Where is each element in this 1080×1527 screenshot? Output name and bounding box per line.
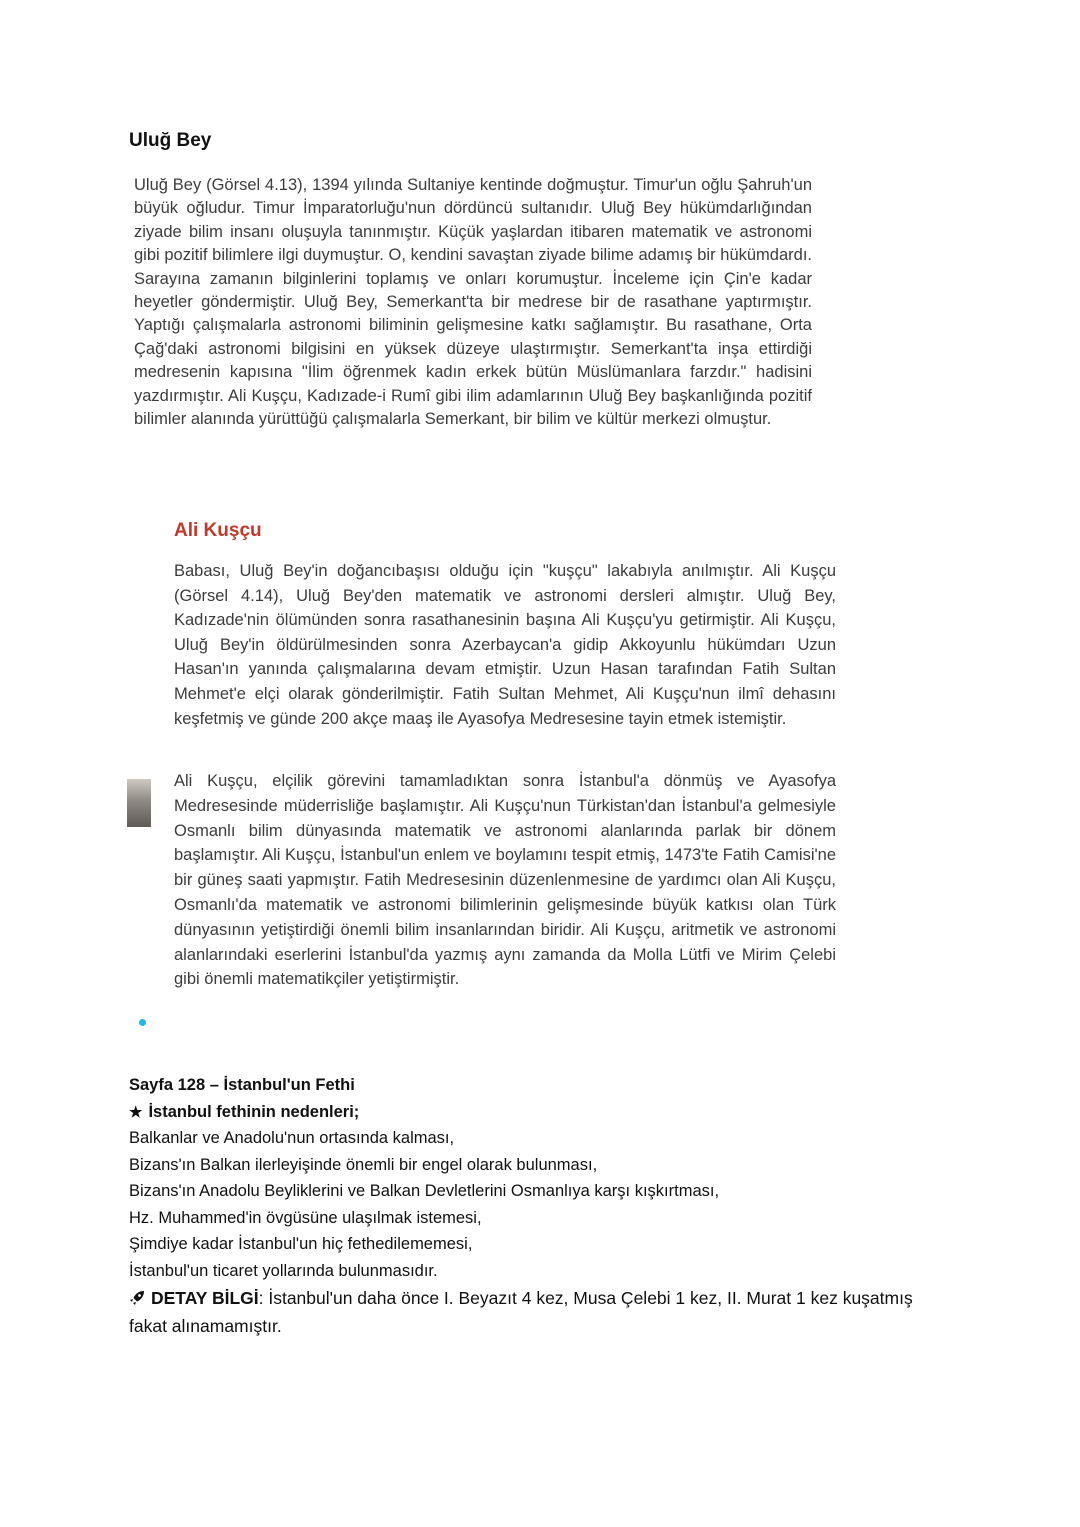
- ali-kuscu-paragraph-2: [174, 769, 836, 992]
- reasons-heading-row: [129, 1099, 949, 1126]
- list-item: Hz. Muhammed'in övgüsüne ulaşılmak istemesi,: [129, 1208, 482, 1227]
- ulug-bey-paragraph: [134, 174, 812, 431]
- ulug-bey-text: Uluğ Bey (Görsel 4.13), 1394 yılında Sultaniye kentinde doğmuştur. Timur'un oğlu Şahruh'un büyük oğludur. Timur İmparatorluğu'nun dördüncü sultanıdır. Uluğ Bey hükümdarlığından ziyade bilim insanı oluşuyla tanınmıştır. Küçük yaşlardan itibaren matematik ve astronomi gibi pozitif bilimlere ilgi duymuştur. O, kendini savaştan ziyade bilime adamış bir hükümdardı. Sarayına zamanın bilginlerini toplamış ve onları korumuştur. İnceleme için Çin'e kadar heyetler göndermiştir. Uluğ Bey, Semerkant'ta bir medrese bir de rasathane yaptırmıştır. Yaptığı çalışmalarla astronomi biliminin gelişmesine katkı sağlamıştır. Bu rasathane, Orta Çağ'daki astronomi bilgisini en yüksek düzeye ulaştırmıştır. Semerkant'ta inşa ettirdiği medresenin kapısına "İlim öğrenmek kadın erkek bütün Müslümanlara farzdır." hadisini yazdırmıştır. Ali Kuşçu, Kadızade-i Rumî gibi ilim adamlarının Uluğ Bey başkanlığında pozitif bilimler alanında yürüttüğü çalışmalarla Semerkant, bir bilim ve kültür merkezi olmuştur.: [134, 176, 812, 429]
- notes-section: [129, 1072, 949, 1340]
- list-item: İstanbul'un ticaret yollarında bulunmasıdır.: [129, 1261, 438, 1280]
- reasons-heading: İstanbul fethinin nedenleri;: [148, 1102, 360, 1121]
- detail-text: : İstanbul'un daha önce I. Beyazıt 4 kez, Musa Çelebi 1 kez, II. Murat 1 kez kuşatmış fakat alınamamıştır.: [129, 1288, 913, 1336]
- cyan-dot-marker: [139, 1019, 146, 1026]
- ali-kuscu-text-1: Babası, Uluğ Bey'in doğancıbaşısı olduğu için "kuşçu" lakabıyla anılmıştır. Ali Kuşçu (Görsel 4.14), Uluğ Bey'den matematik ve astronomi dersleri almıştır. Uluğ Bey, Kadızade'nin ölümünden sonra rasathanesinin başına Ali Kuşçu'yu getirmiştir. Ali Kuşçu, Uluğ Bey'in öldürülmesinden sonra Azerbaycan'a gidip Akkoyunlu hükümdarı Uzun Hasan'ın yanında çalışmalarına devam etmiştir. Uzun Hasan tarafından Fatih Sultan Mehmet'e elçi olarak gönderilmiştir. Fatih Sultan Mehmet, Ali Kuşçu'nun ilmî dehasını keşfetmiş ve günde 200 akçe maaş ile Ayasofya Medresesine tayin etmek istemiştir.: [174, 562, 836, 728]
- list-item: Bizans'ın Balkan ilerleyişinde önemli bir engel olarak bulunması,: [129, 1155, 598, 1174]
- ali-kuscu-heading: Ali Kuşçu: [174, 520, 262, 541]
- list-item: Bizans'ın Anadolu Beyliklerini ve Balkan Devletlerini Osmanlıya karşı kışkırtması,: [129, 1182, 720, 1200]
- section-title: Uluğ Bey: [129, 130, 212, 151]
- ali-kuscu-text-2: Ali Kuşçu, elçilik görevini tamamladıktan sonra İstanbul'a dönmüş ve Ayasofya Medresesinde müderrisliğe başlamıştır. Ali Kuşçu'nun Türkistan'dan İstanbul'a gelmesiyle Osmanlı bilim dünyasında matematik ve astronomi alanlarında parlak bir dönem başlamıştır. Ali Kuşçu, İstanbul'un enlem ve boylamını tespit etmiş, 1473'te Fatih Camisi'ne bir güneş saati yapmıştır. Fatih Medresesinin düzenlenmesine de yardımcı olan Ali Kuşçu, Osmanlı'da matematik ve astronomi bilimlerinin gelişmesinde büyük katkısı olan Türk dünyasının yetiştirdiği önemli bilim insanlarından biridir. Ali Kuşçu, aritmetik ve astronomi alanlarındaki eserlerini İstanbul'da yazmış aynı zamanda da Molla Lütfi ve Mirim Çelebi gibi önemli matematikçiler yetiştirmiştir.: [174, 772, 836, 989]
- detail-info: [129, 1284, 949, 1340]
- list-item: Balkanlar ve Anadolu'nun ortasında kalması,: [129, 1129, 455, 1147]
- portrait-thumbnail: [127, 779, 151, 827]
- ali-kuscu-paragraph-1: [174, 559, 836, 731]
- page-heading: Sayfa 128 – İstanbul'un Fethi: [129, 1076, 355, 1094]
- detail-label: DETAY BİLGİ: [151, 1288, 259, 1308]
- rocket-icon: [129, 1290, 145, 1306]
- list-item: Şimdiye kadar İstanbul'un hiç fethedilememesi,: [129, 1235, 473, 1253]
- star-icon: ★: [129, 1103, 143, 1121]
